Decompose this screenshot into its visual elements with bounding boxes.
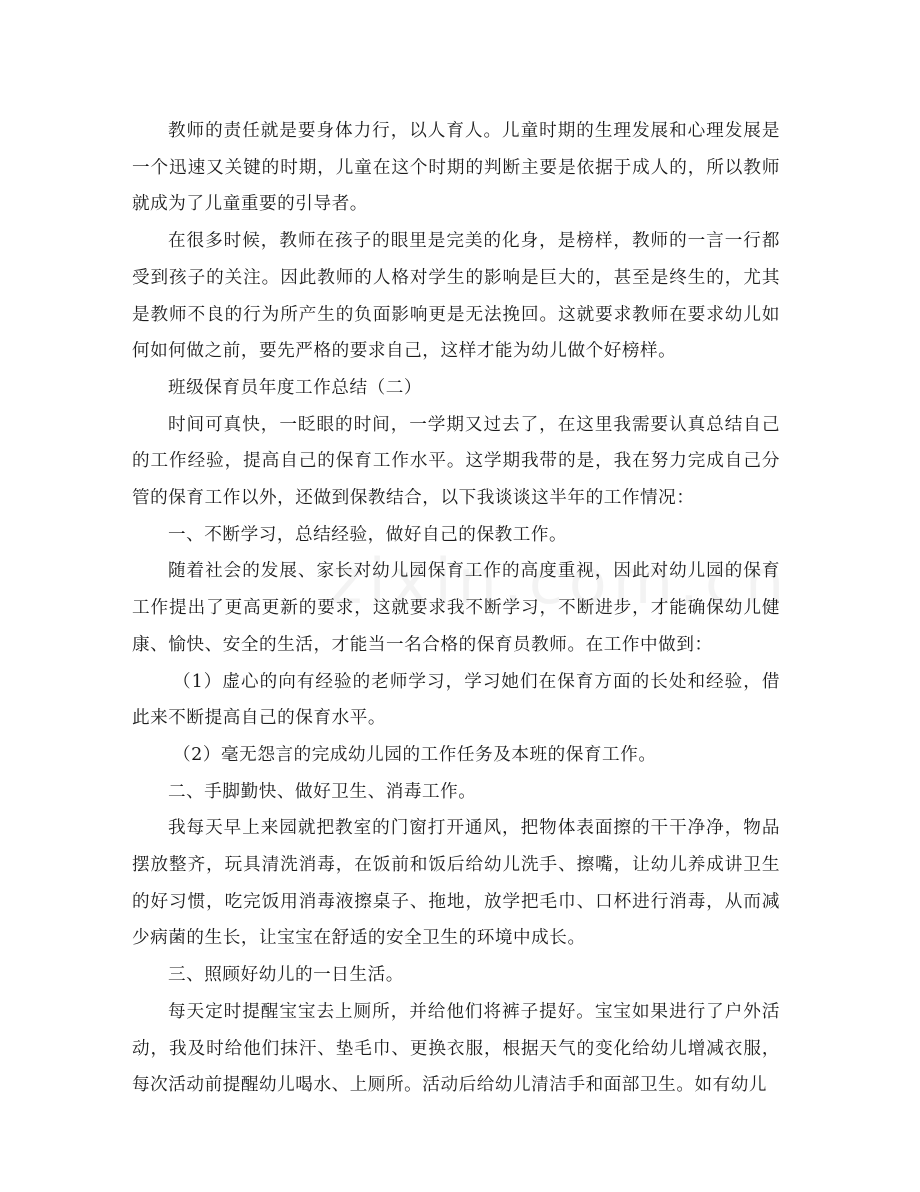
section-title: 班级保育员年度工作总结（二） bbox=[168, 377, 423, 398]
paragraph: 我每天早上来园就把教室的门窗打开通风，把物体表面擦的干干净净，物品摆放整齐，玩具清洗消毒，在饭前和饭后给幼儿洗手、擦嘴，让幼儿养成讲卫生的好习惯，吃完饭用消毒液擦桌子、拖地，放学把毛巾、口杯进行消毒，从而减少病菌的生长，让宝宝在舒适的安全卫生的环境中成长。 bbox=[132, 818, 780, 949]
section-heading: 三、照顾好幼儿的一日生活。 bbox=[168, 965, 404, 986]
list-item: （2）毫无怨言的完成幼儿园的工作任务及本班的保育工作。 bbox=[173, 744, 657, 765]
document-body bbox=[132, 113, 780, 1104]
paragraph: 教师的责任就是要身体力行，以人育人。儿童时期的生理发展和心理发展是一个迅速又关键的时期，儿童在这个时期的判断主要是依据于成人的，所以教师就成为了儿童重要的引导者。 bbox=[132, 121, 780, 215]
section-heading: 二、手脚勤快、做好卫生、消毒工作。 bbox=[168, 781, 477, 802]
paragraph: 每天定时提醒宝宝去上厕所，并给他们将裤子提好。宝宝如果进行了户外活动，我及时给他们抹汗、垫毛巾、更换衣服，根据天气的变化给幼儿增减衣服，每次活动前提醒幼儿喝水、上厕所。活动后给幼儿清洁手和面部卫生。如有幼儿 bbox=[132, 1001, 780, 1096]
section-heading: 一、不断学习，总结经验，做好自己的保教工作。 bbox=[168, 524, 568, 545]
paragraph: 在很多时候，教师在孩子的眼里是完美的化身，是榜样，教师的一言一行都受到孩子的关注。因此教师的人格对学生的影响是巨大的，甚至是终生的，尤其是教师不良的行为所产生的负面影响更是无法挽回。这就要求教师在要求幼儿如何如何做之前，要先严格的要求自己，这样才能为幼儿做个好榜样。 bbox=[132, 231, 780, 362]
list-item: （1）虚心的向有经验的老师学习，学习她们在保育方面的长处和经验，借此来不断提高自己的保育水平。 bbox=[132, 671, 780, 729]
paragraph: 随着社会的发展、家长对幼儿园保育工作的高度重视，因此对幼儿园的保育工作提出了更高更新的要求，这就要求我不断学习，不断进步，才能确保幼儿健康、愉快、安全的生活，才能当一名合格的保育员教师。在工作中做到： bbox=[132, 561, 780, 655]
paragraph: 时间可真快，一眨眼的时间，一学期又过去了，在这里我需要认真总结自己的工作经验，提高自己的保育工作水平。这学期我带的是，我在努力完成自己分管的保育工作以外，还做到保教结合，以下我谈谈这半年的工作情况： bbox=[132, 414, 780, 509]
